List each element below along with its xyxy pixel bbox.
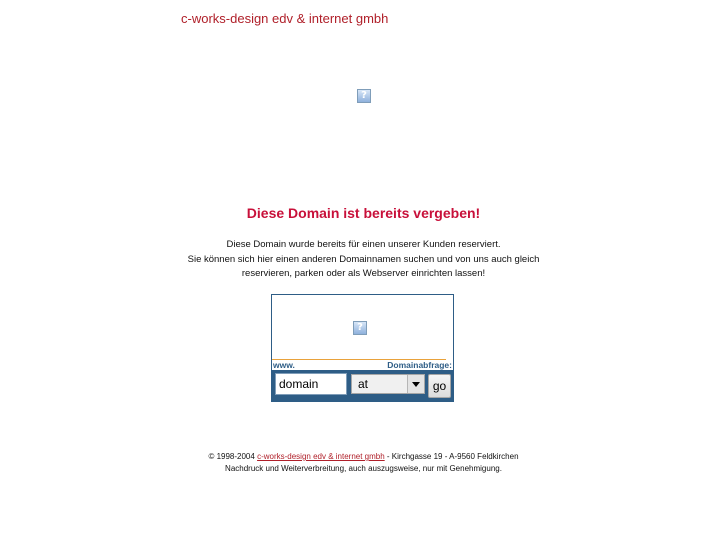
broken-image-icon: ? <box>353 321 367 335</box>
company-name: c-works-design edv & internet gmbh <box>181 11 389 26</box>
address-text: - Kirchgasse 19 - A-9560 Feldkirchen <box>384 452 519 461</box>
broken-image-icon: ? <box>357 89 371 103</box>
company-link[interactable]: c-works-design edv & internet gmbh <box>257 452 385 461</box>
footer-notice: Nachdruck und Weiterverbreitung, auch auszugsweise, nur mit Genehmigung. <box>225 464 502 473</box>
footer-copyright-line <box>0 451 727 463</box>
tld-selected-value: at <box>358 377 369 391</box>
www-label: www. <box>273 360 295 370</box>
domain-name-input[interactable] <box>275 373 347 395</box>
domain-search-box <box>271 294 454 402</box>
footer <box>0 451 727 475</box>
go-button[interactable]: go <box>428 374 451 398</box>
page-headline: Diese Domain ist bereits vergeben! <box>246 205 481 221</box>
tld-select[interactable] <box>351 374 425 394</box>
copyright-text: © 1998-2004 <box>208 452 258 461</box>
domain-query-label: Domainabfrage: <box>387 360 452 370</box>
description-text <box>170 238 557 282</box>
description-line-1: Diese Domain wurde bereits für einen unserer Kunden reserviert. <box>226 239 501 250</box>
chevron-down-icon[interactable] <box>407 375 424 393</box>
domain-search-form <box>272 370 453 401</box>
description-line-2: Sie können sich hier einen anderen Domainnamen suchen und von uns auch gleich reservieren, parken oder als Webserver einrichten lassen! <box>187 253 540 279</box>
